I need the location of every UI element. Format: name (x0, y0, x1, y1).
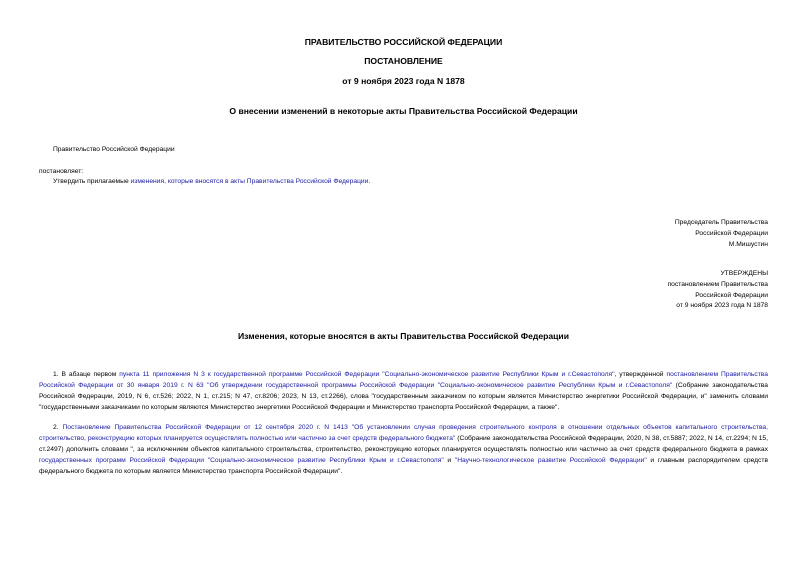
approve-prefix: Утвердить прилагаемые (53, 178, 131, 185)
item1-text-2: , утвержденной (614, 371, 667, 378)
item1-text-1: 1. В абзаце первом (53, 371, 120, 378)
document-type-heading: ПОСТАНОВЛЕНИЕ (364, 56, 443, 66)
document-title: О внесении изменений в некоторые акты Правительства Российской Федерации (229, 106, 578, 116)
approval-line-1: УТВЕРЖДЕНЫ (720, 270, 768, 277)
changes-title: Изменения, которые вносятся в акты Правительства Российской Федерации (237, 331, 569, 341)
item2-text-4: и главным распорядителем средств федерального бюджета по которым является Министерство транспорта Российской Федерации". (39, 457, 768, 475)
item1-link-2[interactable]: постановлением Правительства Российской Федерации от 30 января 2019 г. N 63 "Об утверждении государственной программы Российской Федерации "Социально-экономическое развитие Республики Крым и г.Севастополя" (39, 371, 768, 389)
change-item-1 (39, 369, 768, 413)
item2-link-2[interactable]: государственных программ Российской Федерации "Социально-экономическое развитие Республики Крым и г.Севастополя" (39, 457, 444, 464)
decides-text: постановляет: (39, 168, 84, 175)
approve-paragraph (53, 177, 370, 187)
change-item-2 (39, 422, 768, 477)
item2-text-2: (Собрание законодательства Российской Федерации, 2020, N 38, ст.5887; 2022, N 14, ст.2294; N 15, ст.2497) дополнить словами ", за исключением объектов капитального строительства, строительство, реконструкцию которых планируется осуществлять полностью или частично за счет средств федерального бюджета в рамках (39, 435, 769, 453)
approval-line-4: от 9 ноября 2023 года N 1878 (676, 302, 768, 310)
item2-link-1[interactable]: Постановление Правительства Российской Федерации от 12 сентября 2020 г. N 1413 "Об установлении случая проведения строительного контроля в отношении отдельных объектов капитального строительства, строительство, реконструкцию которых планируется осуществлять полностью или частично за счет средств федерального бюджета" (39, 424, 768, 442)
approve-suffix: . (368, 178, 371, 185)
signature-block (675, 218, 768, 250)
item2-text-1: 2. (53, 424, 63, 431)
approve-link[interactable]: изменения, которые вносятся в акты Правительства Российской Федерации (130, 178, 369, 185)
signature-line-3: М.Мишустин (728, 240, 768, 248)
date-number-heading: от 9 ноября 2023 года N 1878 (342, 76, 465, 86)
item1-text-3: (Собрание законодательства Российской Федерации, 2019, N 6, ст.526; 2022, N 1, ст.215; N 47, ст.8206; 2023, N 13, ст.2266), слова "государственным заказчиком по которым является Министерство энергетики Российской Федерации, и" заменить словами "государственными заказчиками по которым являются Министерство энергетики Российской Федерации и Министерство транспорта Российской Федерации, а также". (39, 382, 768, 411)
issuer-text: Правительство Российской Федерации (53, 146, 175, 153)
signature-line-1: Председатель Правительства (674, 219, 768, 226)
item2-link-3[interactable]: "Научно-технологическое развитие Российской Федерации" (454, 457, 647, 464)
government-heading: ПРАВИТЕЛЬСТВО РОССИЙСКОЙ ФЕДЕРАЦИИ (304, 37, 503, 47)
item2-text-3: и (443, 457, 455, 464)
approval-line-2: постановлением Правительства (667, 280, 768, 288)
approval-block (668, 269, 768, 312)
approval-line-3: Российской Федерации (695, 291, 768, 299)
item1-link-1[interactable]: пункта 11 приложения N 3 к государственной программе Российской Федерации "Социально-экономическое развитие Республики Крым и г.Севастополя" (119, 371, 615, 378)
signature-line-2: Российской Федерации (695, 229, 768, 237)
